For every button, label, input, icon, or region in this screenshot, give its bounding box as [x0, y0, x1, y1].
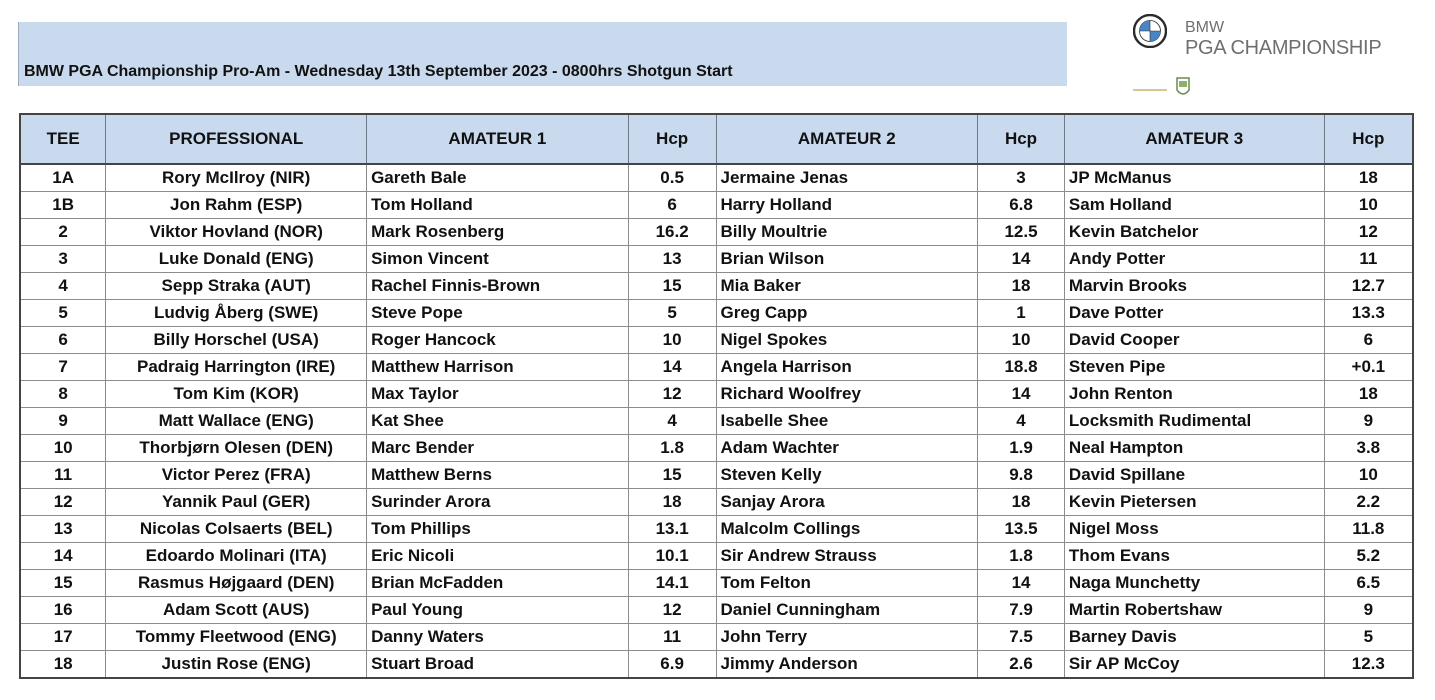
- cell-amateur-1: Surinder Arora: [367, 489, 629, 516]
- cell-hcp-2: 12.5: [978, 219, 1065, 246]
- brand-line-bmw: BMW: [1185, 19, 1225, 36]
- cell-amateur-2: Angela Harrison: [716, 354, 978, 381]
- dp-world-tour-emblem: [1133, 72, 1213, 102]
- cell-professional: Rory McIlroy (NIR): [106, 164, 367, 192]
- column-header-amateur-3: AMATEUR 3: [1064, 114, 1324, 164]
- cell-hcp-2: 10: [978, 327, 1065, 354]
- cell-amateur-3: David Cooper: [1064, 327, 1324, 354]
- cell-amateur-3: JP McManus: [1064, 164, 1324, 192]
- cell-amateur-1: Marc Bender: [367, 435, 629, 462]
- cell-hcp-2: 3: [978, 164, 1065, 192]
- cell-amateur-1: Simon Vincent: [367, 246, 629, 273]
- cell-amateur-3: Kevin Batchelor: [1064, 219, 1324, 246]
- cell-amateur-3: Marvin Brooks: [1064, 273, 1324, 300]
- cell-amateur-1: Tom Phillips: [367, 516, 629, 543]
- cell-professional: Nicolas Colsaerts (BEL): [106, 516, 367, 543]
- cell-hcp-3: 10: [1324, 462, 1413, 489]
- cell-professional: Ludvig Åberg (SWE): [106, 300, 367, 327]
- cell-amateur-1: Paul Young: [367, 597, 629, 624]
- cell-hcp-2: 9.8: [978, 462, 1065, 489]
- cell-professional: Justin Rose (ENG): [106, 651, 367, 679]
- cell-hcp-2: 6.8: [978, 192, 1065, 219]
- cell-amateur-2: Richard Woolfrey: [716, 381, 978, 408]
- table-row: [20, 462, 1413, 489]
- cell-hcp-1: 12: [628, 381, 716, 408]
- cell-hcp-1: 18: [628, 489, 716, 516]
- cell-hcp-1: 6.9: [628, 651, 716, 679]
- brand-line-championship: PGA CHAMPIONSHIP: [1185, 37, 1382, 59]
- cell-tee: 6: [20, 327, 106, 354]
- cell-amateur-1: Roger Hancock: [367, 327, 629, 354]
- bmw-roundel-icon: [1133, 14, 1167, 48]
- cell-hcp-3: 5: [1324, 624, 1413, 651]
- cell-amateur-3: Thom Evans: [1064, 543, 1324, 570]
- table-header-row: [20, 114, 1413, 164]
- cell-professional: Sepp Straka (AUT): [106, 273, 367, 300]
- cell-hcp-1: 11: [628, 624, 716, 651]
- cell-amateur-2: Malcolm Collings: [716, 516, 978, 543]
- cell-tee: 13: [20, 516, 106, 543]
- cell-hcp-1: 6: [628, 192, 716, 219]
- table-row: [20, 516, 1413, 543]
- cell-amateur-1: Brian McFadden: [367, 570, 629, 597]
- cell-tee: 1B: [20, 192, 106, 219]
- bmw-pga-logo: [1133, 14, 1393, 104]
- cell-amateur-2: Greg Capp: [716, 300, 978, 327]
- cell-amateur-2: Daniel Cunningham: [716, 597, 978, 624]
- cell-professional: Edoardo Molinari (ITA): [106, 543, 367, 570]
- cell-hcp-2: 7.9: [978, 597, 1065, 624]
- cell-hcp-2: 1.8: [978, 543, 1065, 570]
- cell-hcp-1: 14.1: [628, 570, 716, 597]
- cell-hcp-3: 9: [1324, 597, 1413, 624]
- cell-hcp-3: 18: [1324, 381, 1413, 408]
- cell-hcp-2: 14: [978, 381, 1065, 408]
- cell-tee: 12: [20, 489, 106, 516]
- cell-amateur-3: Naga Munchetty: [1064, 570, 1324, 597]
- cell-amateur-2: Brian Wilson: [716, 246, 978, 273]
- page-title: BMW PGA Championship Pro-Am - Wednesday 13th September 2023 - 0800hrs Shotgun Start: [24, 63, 733, 80]
- cell-amateur-3: John Renton: [1064, 381, 1324, 408]
- cell-tee: 10: [20, 435, 106, 462]
- cell-tee: 3: [20, 246, 106, 273]
- cell-hcp-2: 13.5: [978, 516, 1065, 543]
- column-header-amateur-1: AMATEUR 1: [367, 114, 629, 164]
- cell-hcp-1: 15: [628, 273, 716, 300]
- cell-hcp-1: 12: [628, 597, 716, 624]
- cell-hcp-2: 2.6: [978, 651, 1065, 679]
- cell-tee: 5: [20, 300, 106, 327]
- table-row: [20, 273, 1413, 300]
- cell-amateur-3: Neal Hampton: [1064, 435, 1324, 462]
- column-header-tee: TEE: [20, 114, 106, 164]
- cell-tee: 14: [20, 543, 106, 570]
- cell-amateur-2: Nigel Spokes: [716, 327, 978, 354]
- cell-tee: 18: [20, 651, 106, 679]
- cell-professional: Adam Scott (AUS): [106, 597, 367, 624]
- cell-professional: Tommy Fleetwood (ENG): [106, 624, 367, 651]
- column-header-hcp-3: Hcp: [1324, 114, 1413, 164]
- cell-professional: Padraig Harrington (IRE): [106, 354, 367, 381]
- cell-amateur-3: Nigel Moss: [1064, 516, 1324, 543]
- cell-professional: Viktor Hovland (NOR): [106, 219, 367, 246]
- cell-hcp-3: 10: [1324, 192, 1413, 219]
- cell-hcp-3: 12: [1324, 219, 1413, 246]
- cell-amateur-2: Sanjay Arora: [716, 489, 978, 516]
- cell-hcp-1: 10: [628, 327, 716, 354]
- cell-professional: Thorbjørn Olesen (DEN): [106, 435, 367, 462]
- cell-hcp-1: 14: [628, 354, 716, 381]
- column-header-amateur-2: AMATEUR 2: [716, 114, 978, 164]
- cell-hcp-2: 7.5: [978, 624, 1065, 651]
- cell-amateur-3: Dave Potter: [1064, 300, 1324, 327]
- cell-hcp-1: 5: [628, 300, 716, 327]
- cell-amateur-2: Jimmy Anderson: [716, 651, 978, 679]
- table-row: [20, 408, 1413, 435]
- cell-professional: Tom Kim (KOR): [106, 381, 367, 408]
- cell-professional: Billy Horschel (USA): [106, 327, 367, 354]
- cell-hcp-3: 11: [1324, 246, 1413, 273]
- cell-hcp-1: 4: [628, 408, 716, 435]
- cell-hcp-2: 14: [978, 246, 1065, 273]
- cell-hcp-2: 18: [978, 273, 1065, 300]
- cell-amateur-3: Barney Davis: [1064, 624, 1324, 651]
- cell-hcp-1: 1.8: [628, 435, 716, 462]
- cell-hcp-2: 1: [978, 300, 1065, 327]
- table-row: [20, 219, 1413, 246]
- table-row: [20, 597, 1413, 624]
- cell-tee: 9: [20, 408, 106, 435]
- cell-hcp-3: 2.2: [1324, 489, 1413, 516]
- cell-hcp-1: 0.5: [628, 164, 716, 192]
- column-header-hcp-2: Hcp: [978, 114, 1065, 164]
- table-row: [20, 300, 1413, 327]
- cell-amateur-3: Steven Pipe: [1064, 354, 1324, 381]
- pairings-table: [19, 113, 1414, 679]
- cell-hcp-2: 18.8: [978, 354, 1065, 381]
- cell-amateur-2: Tom Felton: [716, 570, 978, 597]
- cell-amateur-3: Martin Robertshaw: [1064, 597, 1324, 624]
- table-row: [20, 246, 1413, 273]
- cell-hcp-3: 9: [1324, 408, 1413, 435]
- table-row: [20, 354, 1413, 381]
- table-row: [20, 192, 1413, 219]
- cell-hcp-3: 12.3: [1324, 651, 1413, 679]
- cell-amateur-3: Andy Potter: [1064, 246, 1324, 273]
- cell-hcp-1: 16.2: [628, 219, 716, 246]
- cell-amateur-3: David Spillane: [1064, 462, 1324, 489]
- table-row: [20, 381, 1413, 408]
- cell-amateur-2: Sir Andrew Strauss: [716, 543, 978, 570]
- cell-hcp-3: 11.8: [1324, 516, 1413, 543]
- cell-hcp-2: 4: [978, 408, 1065, 435]
- cell-amateur-1: Eric Nicoli: [367, 543, 629, 570]
- cell-hcp-3: 18: [1324, 164, 1413, 192]
- cell-hcp-3: 12.7: [1324, 273, 1413, 300]
- cell-amateur-1: Rachel Finnis-Brown: [367, 273, 629, 300]
- cell-amateur-2: Mia Baker: [716, 273, 978, 300]
- cell-tee: 8: [20, 381, 106, 408]
- cell-amateur-2: Jermaine Jenas: [716, 164, 978, 192]
- cell-amateur-1: Steve Pope: [367, 300, 629, 327]
- cell-amateur-1: Kat Shee: [367, 408, 629, 435]
- cell-tee: 15: [20, 570, 106, 597]
- cell-tee: 17: [20, 624, 106, 651]
- cell-amateur-1: Danny Waters: [367, 624, 629, 651]
- cell-amateur-1: Matthew Berns: [367, 462, 629, 489]
- cell-hcp-1: 13: [628, 246, 716, 273]
- table-row: [20, 435, 1413, 462]
- cell-amateur-1: Tom Holland: [367, 192, 629, 219]
- cell-professional: Matt Wallace (ENG): [106, 408, 367, 435]
- cell-professional: Victor Perez (FRA): [106, 462, 367, 489]
- cell-tee: 7: [20, 354, 106, 381]
- cell-hcp-1: 10.1: [628, 543, 716, 570]
- cell-professional: Jon Rahm (ESP): [106, 192, 367, 219]
- column-header-professional: PROFESSIONAL: [106, 114, 367, 164]
- table-row: [20, 489, 1413, 516]
- cell-amateur-1: Matthew Harrison: [367, 354, 629, 381]
- cell-hcp-2: 1.9: [978, 435, 1065, 462]
- cell-amateur-2: Billy Moultrie: [716, 219, 978, 246]
- cell-amateur-2: Steven Kelly: [716, 462, 978, 489]
- cell-hcp-1: 15: [628, 462, 716, 489]
- cell-tee: 2: [20, 219, 106, 246]
- cell-hcp-2: 14: [978, 570, 1065, 597]
- table-body: [20, 164, 1413, 678]
- cell-amateur-3: Sam Holland: [1064, 192, 1324, 219]
- table-row: [20, 624, 1413, 651]
- cell-hcp-3: 6.5: [1324, 570, 1413, 597]
- cell-tee: 11: [20, 462, 106, 489]
- table-row: [20, 327, 1413, 354]
- column-header-hcp-1: Hcp: [628, 114, 716, 164]
- title-banner: [18, 22, 1067, 86]
- cell-amateur-2: Harry Holland: [716, 192, 978, 219]
- cell-hcp-1: 13.1: [628, 516, 716, 543]
- cell-amateur-2: Isabelle Shee: [716, 408, 978, 435]
- cell-amateur-1: Max Taylor: [367, 381, 629, 408]
- cell-amateur-1: Stuart Broad: [367, 651, 629, 679]
- cell-amateur-3: Locksmith Rudimental: [1064, 408, 1324, 435]
- table-row: [20, 651, 1413, 679]
- cell-amateur-3: Sir AP McCoy: [1064, 651, 1324, 679]
- cell-hcp-2: 18: [978, 489, 1065, 516]
- cell-hcp-3: +0.1: [1324, 354, 1413, 381]
- cell-professional: Luke Donald (ENG): [106, 246, 367, 273]
- table-row: [20, 164, 1413, 192]
- cell-professional: Yannik Paul (GER): [106, 489, 367, 516]
- cell-hcp-3: 5.2: [1324, 543, 1413, 570]
- cell-tee: 4: [20, 273, 106, 300]
- cell-amateur-3: Kevin Pietersen: [1064, 489, 1324, 516]
- cell-amateur-1: Mark Rosenberg: [367, 219, 629, 246]
- cell-amateur-1: Gareth Bale: [367, 164, 629, 192]
- cell-tee: 16: [20, 597, 106, 624]
- brand-wordmark: [1185, 18, 1381, 58]
- cell-hcp-3: 13.3: [1324, 300, 1413, 327]
- cell-tee: 1A: [20, 164, 106, 192]
- cell-hcp-3: 6: [1324, 327, 1413, 354]
- cell-professional: Rasmus Højgaard (DEN): [106, 570, 367, 597]
- cell-hcp-3: 3.8: [1324, 435, 1413, 462]
- cell-amateur-2: John Terry: [716, 624, 978, 651]
- table-row: [20, 543, 1413, 570]
- cell-amateur-2: Adam Wachter: [716, 435, 978, 462]
- table-row: [20, 570, 1413, 597]
